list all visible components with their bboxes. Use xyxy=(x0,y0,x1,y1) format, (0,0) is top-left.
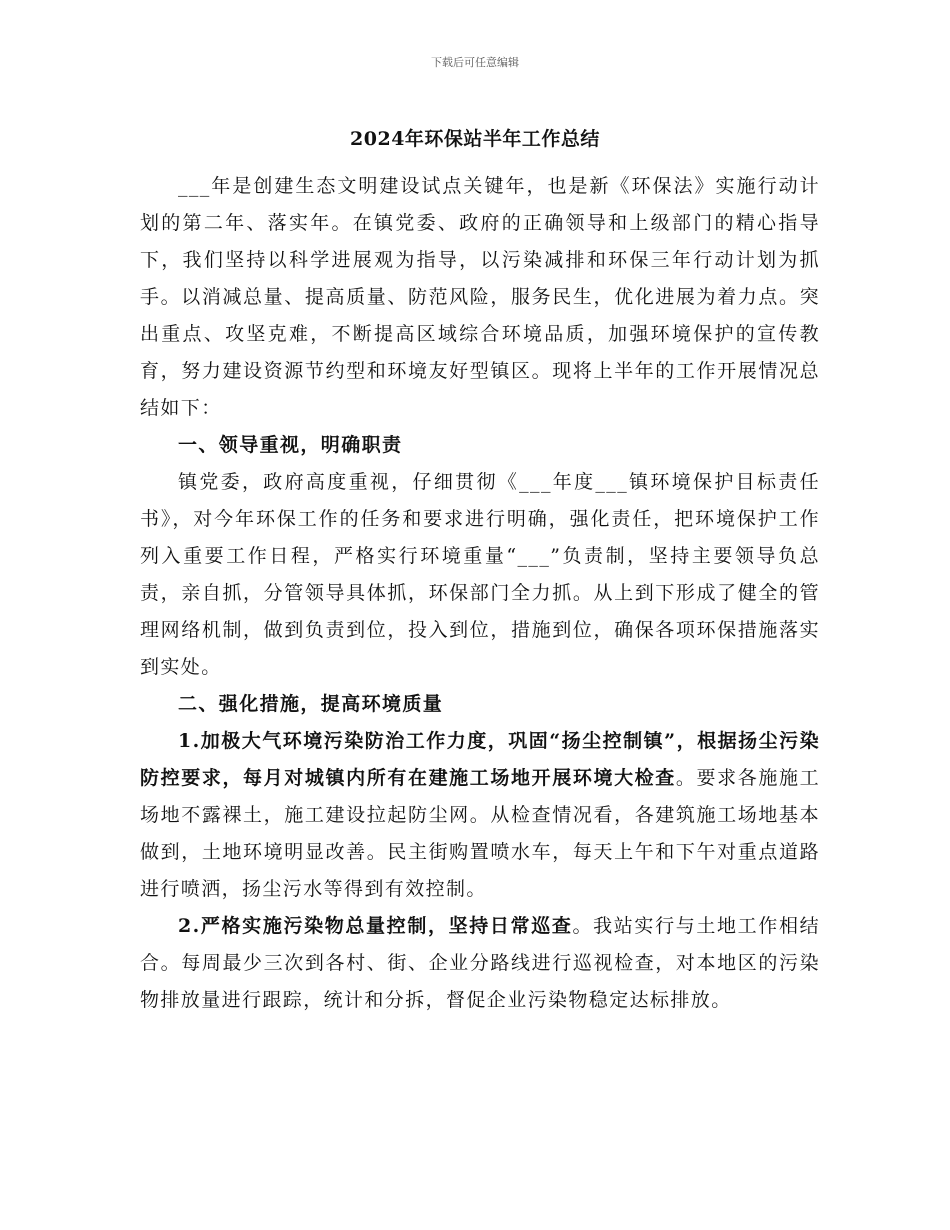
document-title: 2024年环保站半年工作总结 xyxy=(350,128,600,150)
intro-paragraph: ___年是创建生态文明建设试点关键年，也是新《环保法》实施行动计划的第二年、落实年。在镇党委、政府的正确领导和上级部门的精心指导下，我们坚持以科学进展观为指导，以污染减排和环保三年行动计划为抓手。以消减总量、提高质量、防范风险，服务民生，优化进展为着力点。突出重点、攻坚克难，不断提高区域综合环境品质，加强环境保护的宣传教育，努力建设资源节约型和环境友好型镇区。现将上半年的工作开展情况总结如下： xyxy=(140,175,820,419)
section-1-paragraph: 镇党委，政府高度重视，仔细贯彻《___年度___镇环境保护目标责任书》，对今年环保工作的任务和要求进行明确，强化责任，把环境保护工作列入重要工作日程，严格实行环境重量“___”负责制，坚持主要领导负总责，亲自抓，分管领导具体抓，环保部门全力抓。从上到下形成了健全的管理网络机制，做到负责到位，投入到位，措施到位，确保各项环保措施落实到实处。 xyxy=(140,471,820,678)
section-2-item-2 xyxy=(140,908,820,1019)
document-body xyxy=(140,168,820,1019)
section-1-heading: 一、领导重视，明确职责 xyxy=(178,434,403,456)
item-1-text: 。要求各施施工场地不露裸土，施工建设拉起防尘网。从检查情况看，各建筑施工场地基本做到，土地环境明显改善。民主街购置喷水车，每天上午和下午对重点道路进行喷洒，扬尘污水等得到有效控制。 xyxy=(140,767,820,900)
item-2-lead: 2.严格实施污染物总量控制，坚持日常巡查 xyxy=(178,915,573,937)
page-header-note: 下载后可任意编辑 xyxy=(431,56,519,69)
section-2-item-1 xyxy=(140,723,820,908)
item-2-text: 。我站实行与土地工作相结合。每周最少三次到各村、街、企业分路线进行巡视检查，对本地区的污染物排放量进行跟踪，统计和分拆，督促企业污染物稳定达标排放。 xyxy=(140,915,820,1011)
item-1-lead: 1.加极大气环境污染防治工作力度，巩固“扬尘控制镇”，根据扬尘污染防控要求，每月对城镇内所有在建施工场地开展环境大检查 xyxy=(140,730,820,789)
section-2-heading: 二、强化措施，提高环境质量 xyxy=(178,693,444,715)
